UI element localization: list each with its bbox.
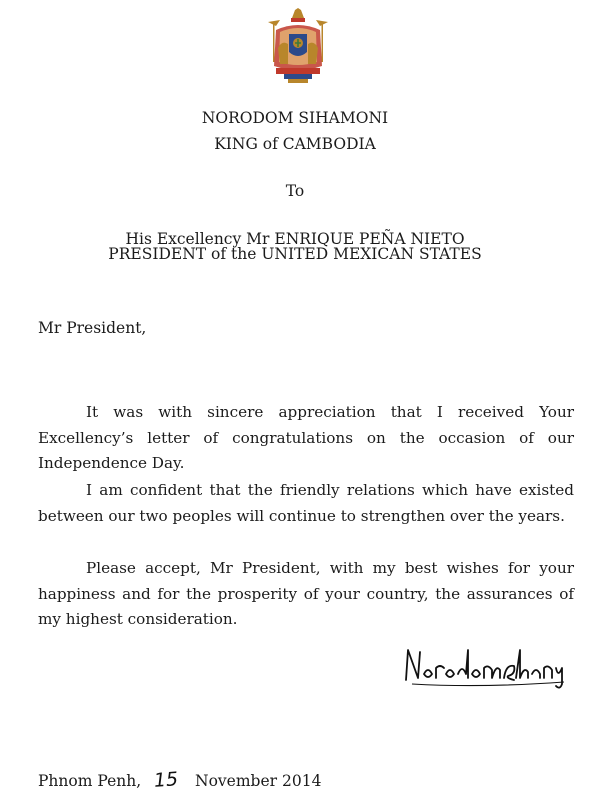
addressee-name: His Excellency Mr ENRIQUE PEÑA NIETO [125, 230, 465, 248]
royal-arms-of-cambodia-icon [262, 8, 334, 88]
body-paragraph: Please accept, Mr President, with my best wishes for your happiness and for the prosperity of your country, the assurances of my highest consideration. [38, 559, 574, 628]
sender-name: NORODOM SIHAMONI [201, 109, 389, 127]
salutation: Mr President, [38, 319, 147, 337]
addressee-title: PRESIDENT of the UNITED MEXICAN STATES [108, 245, 482, 263]
handwritten-signature-icon [402, 644, 570, 690]
month-year: November 2014 [195, 772, 322, 790]
place: Phnom Penh, [38, 772, 142, 790]
body-paragraph: I am confident that the friendly relations which have existed between our two peoples will continue to strengthen over the years. [38, 481, 574, 525]
place-and-date [38, 770, 321, 791]
handwritten-day: 15 [153, 768, 179, 792]
sender-title: KING of CAMBODIA [214, 135, 376, 153]
to-label: To [285, 182, 305, 200]
body-paragraph: It was with sincere appreciation that I received Your Excellency’s letter of congratulations on the occasion of our Independence Day. [38, 403, 574, 472]
